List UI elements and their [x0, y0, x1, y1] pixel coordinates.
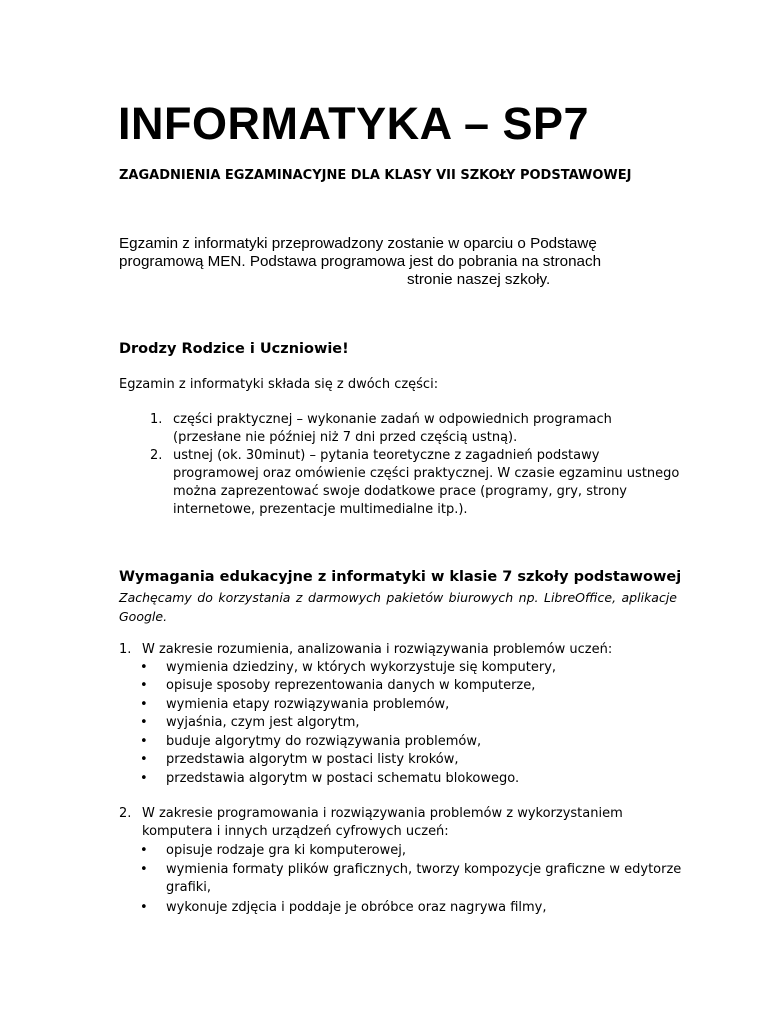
- requirements-note: Zachęcamy do korzystania z darmowych pakietów biurowych np. LibreOffice, aplikacje Google.: [119, 590, 677, 624]
- list-number: 1.: [119, 642, 132, 657]
- list-item-text: przedstawia algorytm w postaci schematu blokowego.: [166, 771, 520, 786]
- exam-part-line: programowej oraz omówienie części praktycznej. W czasie egzaminu ustnego: [173, 466, 680, 481]
- list-item-text: opisuje rodzaje gra ki komputerowej,: [166, 843, 406, 858]
- exam-part-text: [173, 447, 679, 519]
- intro-line: Egzamin z informatyki przeprowadzony zostanie w oparciu o Podstawę: [119, 235, 597, 252]
- list-item-text: wyjaśnia, czym jest algorytm,: [166, 715, 360, 730]
- intro-line: programową MEN. Podstawa programowa jest do pobrania na stronach: [119, 253, 602, 270]
- list-item-text: grafiki,: [166, 880, 212, 895]
- intro-line: stronie naszej szkoły.: [407, 271, 551, 288]
- bullet-icon: •: [140, 697, 148, 712]
- list-number: 2.: [119, 806, 132, 821]
- bullet-icon: •: [140, 752, 148, 767]
- list-item-text: wykonuje zdjęcia i poddaje je obróbce oraz nagrywa filmy,: [166, 900, 547, 915]
- exam-part-line: internetowe, prezentacje multimedialne itp.).: [173, 502, 468, 517]
- document-subtitle: ZAGADNIENIA EGZAMINACYJNE DLA KLASY VII SZKOŁY PODSTAWOWEJ: [119, 168, 632, 183]
- bullet-icon: •: [140, 771, 148, 786]
- bullet-icon: •: [140, 715, 148, 730]
- exam-intro-text: Egzamin z informatyki składa się z dwóch części:: [119, 377, 439, 392]
- greeting-heading: Drodzy Rodzice i Uczniowie!: [119, 341, 349, 357]
- exam-part-line: ustnej (ok. 30minut) – pytania teoretyczne z zagadnień podstawy: [173, 448, 600, 463]
- section-text: [142, 641, 612, 659]
- list-item-text: wymienia etapy rozwiązywania problemów,: [166, 697, 450, 712]
- list-number: 1.: [150, 412, 163, 427]
- exam-part-text: [173, 411, 612, 447]
- intro-paragraph: [119, 235, 659, 289]
- document-title: INFORMATYKA – SP7: [118, 98, 590, 149]
- list-item-text: opisuje sposoby reprezentowania danych w komputerze,: [166, 678, 536, 693]
- list-number: 2.: [150, 448, 163, 463]
- exam-part-line: części praktycznej – wykonanie zadań w odpowiednich programach: [173, 412, 612, 427]
- bullet-icon: •: [140, 843, 148, 858]
- list-item-text: wymienia dziedziny, w których wykorzystuje się komputery,: [166, 660, 557, 675]
- section-line: komputera i innych urządzeń cyfrowych uczeń:: [142, 824, 449, 839]
- section-text: [142, 805, 623, 841]
- list-item-text: przedstawia algorytm w postaci listy kroków,: [166, 752, 459, 767]
- bullet-icon: •: [140, 660, 148, 675]
- section-line: W zakresie rozumienia, analizowania i rozwiązywania problemów uczeń:: [142, 642, 613, 657]
- requirements-heading: Wymagania edukacyjne z informatyki w klasie 7 szkoły podstawowej: [119, 569, 682, 585]
- section-line: W zakresie programowania i rozwiązywania problemów z wykorzystaniem: [142, 806, 623, 821]
- list-item-text: wymienia formaty plików graficznych, tworzy kompozycje graficzne w edytorze: [166, 862, 682, 877]
- list-item-text: buduje algorytmy do rozwiązywania problemów,: [166, 734, 482, 749]
- bullet-icon: •: [140, 678, 148, 693]
- bullet-icon: •: [140, 862, 148, 877]
- bullet-icon: •: [140, 900, 148, 915]
- bullet-icon: •: [140, 734, 148, 749]
- exam-part-line: można zaprezentować swoje dodatkowe prace (programy, gry, strony: [173, 484, 628, 499]
- exam-part-line: (przesłane nie później niż 7 dni przed częścią ustną).: [173, 430, 518, 445]
